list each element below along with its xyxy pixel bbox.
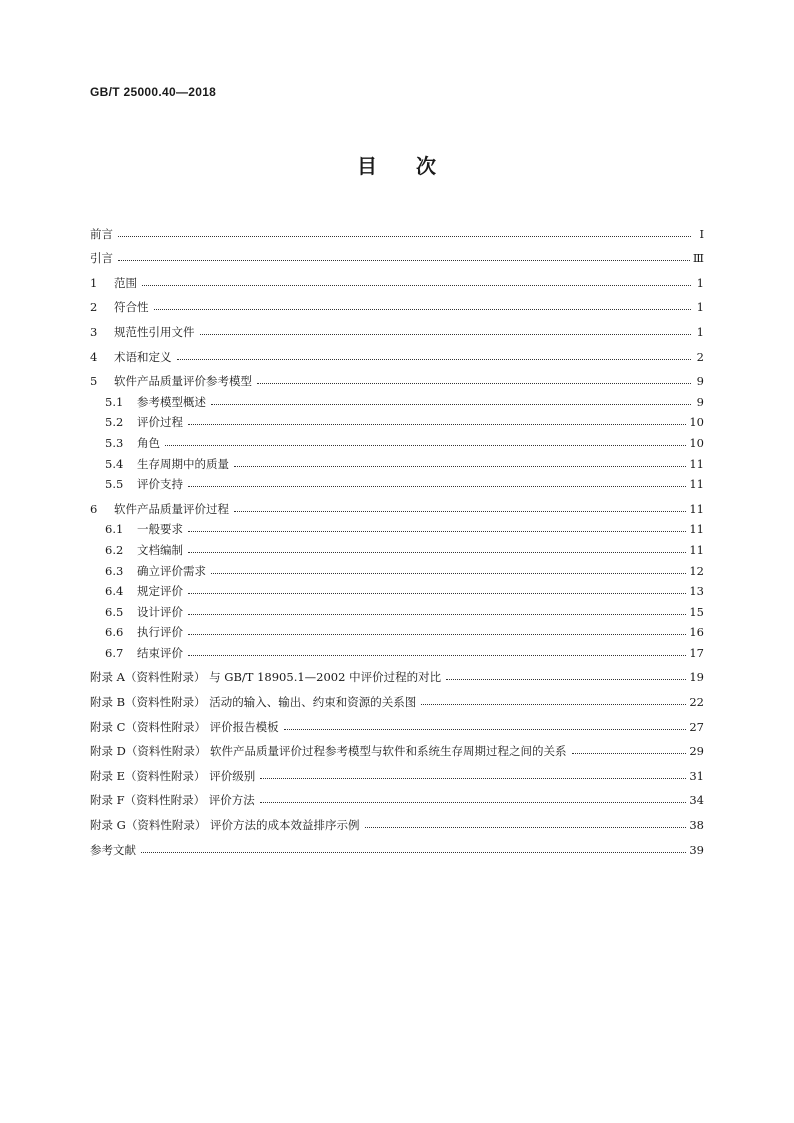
toc-entry[interactable] — [90, 340, 704, 365]
toc-entry-number: 1 — [90, 275, 98, 290]
toc-entry-page: 15 — [689, 604, 704, 619]
toc-entry[interactable] — [90, 291, 704, 316]
toc-entry-page: 10 — [689, 435, 704, 450]
toc-entry-number: 5.3 — [105, 435, 124, 450]
toc-entry-page: 11 — [689, 501, 704, 516]
dot-leader — [365, 827, 687, 828]
toc-entry-number: 3 — [90, 324, 98, 339]
toc-entry-number: 5 — [90, 374, 98, 389]
toc-entry-label: 评价过程 — [137, 415, 183, 430]
toc-entry-label: 术语和定义 — [114, 349, 172, 364]
toc-entry-page: 11 — [689, 522, 704, 537]
toc-entry[interactable] — [90, 599, 704, 620]
toc-entry-page: 29 — [689, 744, 704, 759]
toc-entry-page: 19 — [689, 670, 704, 685]
toc-entry[interactable] — [90, 661, 704, 686]
dot-leader — [234, 466, 686, 467]
toc-entry-page: 9 — [696, 394, 704, 409]
toc-entry[interactable] — [90, 266, 704, 291]
toc-entry[interactable] — [90, 759, 704, 784]
toc-entry-number: 5.5 — [105, 477, 124, 492]
toc-entry[interactable] — [90, 517, 704, 538]
dot-leader — [257, 383, 691, 384]
toc-entry-label: 附录 B（资料性附录） 活动的输入、输出、约束和资源的关系图 — [90, 695, 417, 710]
toc-entry-page: 13 — [689, 584, 704, 599]
dot-leader — [165, 445, 686, 446]
toc-entry-page: 22 — [689, 695, 704, 710]
toc-entry-page: 38 — [689, 818, 704, 833]
title-char: 目 — [357, 154, 378, 178]
toc-entry-page: 17 — [689, 645, 704, 660]
page-title — [0, 150, 794, 179]
toc-entry-label: 参考文献 — [90, 842, 136, 857]
toc-entry[interactable] — [90, 685, 704, 710]
toc-entry-number: 5.4 — [105, 456, 124, 471]
toc-entry-label: 结束评价 — [137, 645, 183, 660]
dot-leader — [260, 778, 686, 779]
dot-leader — [177, 359, 692, 360]
toc-entry-label: 生存周期中的质量 — [137, 456, 229, 471]
toc-entry-label: 附录 F（资料性附录） 评价方法 — [90, 793, 255, 808]
toc-entry-label: 附录 C（资料性附录） 评价报告模板 — [90, 719, 279, 734]
dot-leader — [446, 679, 686, 680]
dot-leader — [211, 404, 691, 405]
toc-entry[interactable] — [90, 784, 704, 809]
dot-leader — [188, 424, 686, 425]
toc-entry-label: 规定评价 — [137, 584, 183, 599]
toc-entry[interactable] — [90, 451, 704, 472]
dot-leader — [141, 852, 686, 853]
toc-entry[interactable] — [90, 640, 704, 661]
standard-code: GB/T 25000.40—2018 — [90, 85, 217, 99]
toc-entry[interactable] — [90, 410, 704, 431]
dot-leader — [260, 802, 687, 803]
dot-leader — [188, 655, 686, 656]
toc-entry[interactable] — [90, 537, 704, 558]
toc-entry-page: 12 — [689, 563, 704, 578]
dot-leader — [142, 285, 691, 286]
toc-entry-page: 1 — [696, 324, 704, 339]
toc-entry-page: 1 — [696, 275, 704, 290]
dot-leader — [211, 573, 686, 574]
toc-entry-label: 范围 — [114, 275, 137, 290]
toc-entry-page: Ⅲ — [692, 251, 704, 266]
dot-leader — [234, 511, 686, 512]
dot-leader — [118, 260, 690, 261]
toc-entry-number: 6.1 — [105, 522, 124, 537]
toc-entry-label: 一般要求 — [137, 522, 183, 537]
toc-entry[interactable] — [90, 579, 704, 600]
dot-leader — [188, 531, 686, 532]
toc-entry[interactable] — [90, 365, 704, 390]
toc-entry-label: 参考模型概述 — [137, 394, 206, 409]
dot-leader — [572, 753, 687, 754]
toc-entry-page: 11 — [689, 542, 704, 557]
toc-entry-label: 软件产品质量评价参考模型 — [114, 374, 252, 389]
toc-entry[interactable] — [90, 315, 704, 340]
dot-leader — [421, 704, 686, 705]
toc-entry[interactable] — [90, 710, 704, 735]
toc-entry-page: 31 — [689, 768, 704, 783]
toc-entry-label: 附录 A（资料性附录） 与 GB/T 18905.1—2002 中评价过程的对比 — [90, 670, 442, 685]
table-of-contents — [90, 217, 704, 858]
dot-leader — [118, 236, 691, 237]
toc-entry-page: 39 — [689, 842, 704, 857]
toc-entry[interactable] — [90, 735, 704, 760]
toc-entry[interactable] — [90, 833, 704, 858]
toc-entry-label: 规范性引用文件 — [114, 324, 195, 339]
toc-entry-number: 6.5 — [105, 604, 124, 619]
toc-entry-label: 评价支持 — [137, 477, 183, 492]
dot-leader — [200, 334, 692, 335]
dot-leader — [154, 309, 692, 310]
toc-entry[interactable] — [90, 430, 704, 451]
toc-entry-label: 符合性 — [114, 300, 149, 315]
toc-entry-number: 5.2 — [105, 415, 124, 430]
toc-entry-page: 2 — [696, 349, 704, 364]
toc-entry-number: 2 — [90, 300, 98, 315]
dot-leader — [284, 729, 687, 730]
title-char: 次 — [416, 154, 437, 178]
toc-entry[interactable] — [90, 808, 704, 833]
toc-entry[interactable] — [90, 620, 704, 641]
dot-leader — [188, 486, 686, 487]
toc-entry-label: 软件产品质量评价过程 — [114, 501, 229, 516]
toc-entry-page: 34 — [689, 793, 704, 808]
toc-entry-label: 文档编制 — [137, 542, 183, 557]
toc-entry-page: 16 — [689, 625, 704, 640]
dot-leader — [188, 634, 686, 635]
toc-entry[interactable] — [90, 492, 704, 517]
toc-entry-label: 执行评价 — [137, 625, 183, 640]
toc-entry-page: 10 — [689, 415, 704, 430]
toc-entry-number: 6.4 — [105, 584, 124, 599]
toc-entry-label: 附录 G（资料性附录） 评价方法的成本效益排序示例 — [90, 818, 360, 833]
dot-leader — [188, 552, 686, 553]
toc-entry-label: 前言 — [90, 226, 113, 241]
toc-entry-label: 引言 — [90, 251, 113, 266]
toc-entry-number: 6.6 — [105, 625, 124, 640]
toc-entry-label: 确立评价需求 — [137, 563, 206, 578]
toc-entry[interactable] — [90, 242, 704, 267]
toc-entry-number: 4 — [90, 349, 98, 364]
toc-entry[interactable] — [90, 558, 704, 579]
toc-entry[interactable] — [90, 472, 704, 493]
toc-entry-page: 9 — [696, 374, 704, 389]
toc-entry[interactable] — [90, 217, 704, 242]
toc-entry-number: 6 — [90, 501, 98, 516]
toc-entry-label: 附录 E（资料性附录） 评价级别 — [90, 768, 256, 783]
toc-entry-page: 1 — [696, 300, 704, 315]
toc-entry-page: 11 — [689, 456, 704, 471]
toc-entry-number: 6.2 — [105, 542, 124, 557]
toc-entry-number: 6.7 — [105, 645, 124, 660]
toc-entry-label: 设计评价 — [137, 604, 183, 619]
toc-entry-number: 5.1 — [105, 394, 124, 409]
dot-leader — [188, 593, 686, 594]
toc-entry[interactable] — [90, 389, 704, 410]
toc-entry-page: Ⅰ — [699, 226, 704, 241]
toc-entry-page: 11 — [689, 477, 704, 492]
toc-entry-page: 27 — [689, 719, 704, 734]
toc-entry-label: 附录 D（资料性附录） 软件产品质量评价过程参考模型与软件和系统生存周期过程之间的关系 — [90, 744, 567, 759]
toc-entry-label: 角色 — [137, 435, 160, 450]
toc-entry-number: 6.3 — [105, 563, 124, 578]
dot-leader — [188, 614, 686, 615]
